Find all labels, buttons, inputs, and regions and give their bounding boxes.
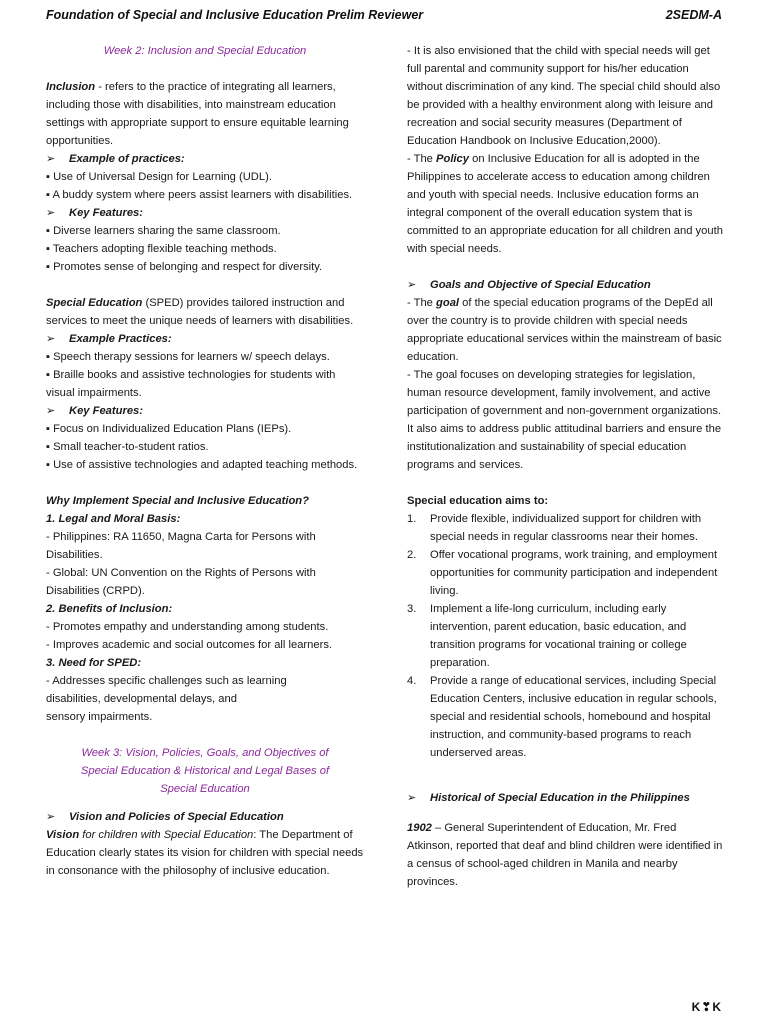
inc-examples-heading: Example of practices: [69, 153, 185, 165]
arrow-bullet-icon: ➢ [407, 792, 417, 804]
aim-number: 1. [407, 513, 417, 525]
need-line: sensory impairments. [46, 711, 153, 723]
week2-heading: Week 2: Inclusion and Special Education [103, 45, 307, 57]
aim-text: Implement a life-long curriculum, including early intervention, parent education, basic education, and transition programs for vocational training or college preparation. [430, 603, 687, 669]
week3-heading-line: Week 3: Vision, Policies, Goals, and Objectives of [81, 747, 329, 759]
history-heading: Historical of Special Education in the Philippines [430, 792, 690, 804]
goals-heading: Goals and Objective of Special Education [430, 279, 651, 291]
list-item: ▪ A buddy system where peers assist learners with disabilities. [46, 189, 353, 201]
policy-paragraph [407, 150, 723, 258]
goal-pre: - The [407, 297, 437, 309]
week3-heading-line: Special Education [160, 783, 250, 795]
document-title: Foundation of Special and Inclusive Education Prelim Reviewer [46, 8, 424, 22]
inc-examples-heading-row [46, 150, 364, 168]
list-item: - Promotes empathy and understanding among students. [46, 621, 329, 633]
need-line: disabilities, developmental delays, and [46, 693, 237, 705]
legal-heading: 1. Legal and Moral Basis: [46, 513, 181, 525]
inc-features-heading: Key Features: [69, 207, 143, 219]
right-column [407, 42, 723, 891]
goals-heading-row [407, 276, 723, 294]
arrow-bullet-icon: ➢ [46, 207, 56, 219]
sped-term: Special Education [46, 297, 143, 309]
envision-paragraph: - It is also envisioned that the child with special needs will get full parental and community support for his/her education without discrimination of any kind. The special child should also be provided with a healthy environment along with leisure and recreation and social security measures (Department of Education Handbook on Inclusive Education,2000). [407, 45, 721, 147]
benefits-heading: 2. Benefits of Inclusion: [46, 603, 173, 615]
vision-def-text: : The Department of Education clearly states its vision for children with special needs in consonance with the philosophy of inclusive education. [46, 829, 364, 877]
arrow-bullet-icon: ➢ [46, 405, 56, 417]
aim-number: 3. [407, 603, 417, 615]
history-1902 [407, 819, 723, 891]
arrow-bullet-icon: ➢ [46, 333, 56, 345]
aim-item [407, 546, 723, 600]
inc-features-heading-row [46, 204, 364, 222]
year-1902: 1902 [407, 822, 432, 834]
policy-term: Policy [436, 153, 469, 165]
text-1902: – General Superintendent of Education, Mr. Fred Atkinson, reported that deaf and blind children were identified in a census of school-aged children in Manila and nearby provinces. [407, 822, 723, 888]
list-item: - Improves academic and social outcomes for all learners. [46, 639, 333, 651]
list-item: ▪ Use of assistive technologies and adapted teaching methods. [46, 459, 358, 471]
list-item: ▪ Speech therapy sessions for learners w/ speech delays. [46, 351, 330, 363]
list-item: ▪ Use of Universal Design for Learning (UDL). [46, 171, 272, 183]
list-item: ▪ Small teacher-to-student ratios. [46, 441, 209, 453]
arrow-bullet-icon: ➢ [407, 279, 417, 291]
policy-post: on Inclusive Education for all is adopted in the Philippines to accelerate access to education among children and youth with special needs. Inclusive education forms an integral component of the overall education system that is committed to an appropriate education for all children and youth with special needs. [407, 153, 723, 255]
section-code: 2SEDM-A [665, 8, 722, 22]
sped-def-text: (SPED) provides tailored instruction and services to meet the unique needs of learners with disabilities. [46, 297, 354, 327]
vision-heading: Vision and Policies of Special Education [69, 811, 284, 823]
list-item: ▪ Promotes sense of belonging and respect for diversity. [46, 261, 323, 273]
aim-item [407, 600, 723, 672]
vision-definition [46, 826, 364, 880]
footer-logo: K❣K [691, 1000, 722, 1014]
sped-examples-heading: Example Practices: [69, 333, 172, 345]
aim-text: Provide flexible, individualized support for children with special needs in regular classrooms near their homes. [430, 513, 702, 543]
history-heading-row [407, 789, 723, 807]
policy-pre: - The [407, 153, 437, 165]
list-item: ▪ Focus on Individualized Education Plans (IEPs). [46, 423, 292, 435]
list-item: ▪ Braille books and assistive technologies for students with visual impairments. [46, 369, 336, 399]
aim-number: 4. [407, 675, 417, 687]
why-heading: Why Implement Special and Inclusive Education? [46, 495, 309, 507]
list-item: ▪ Teachers adopting flexible teaching methods. [46, 243, 277, 255]
inclusion-term: Inclusion [46, 81, 96, 93]
sped-definition [46, 294, 364, 330]
list-item: ▪ Diverse learners sharing the same classroom. [46, 225, 281, 237]
aim-number: 2. [407, 549, 417, 561]
arrow-bullet-icon: ➢ [46, 811, 56, 823]
week3-heading-line: Special Education & Historical and Legal Bases of [80, 765, 330, 777]
page-header [46, 8, 722, 26]
sped-examples-heading-row [46, 330, 364, 348]
arrow-bullet-icon: ➢ [46, 153, 56, 165]
sped-features-heading: Key Features: [69, 405, 143, 417]
goal-term: goal [436, 297, 460, 309]
aim-text: Offer vocational programs, work training, and employment opportunities for community participation and independent living. [430, 549, 718, 597]
vision-term: Vision [46, 829, 80, 841]
vision-italic: for children with Special Education [79, 829, 254, 841]
goal-post: of the special education programs of the DepEd all over the country is to provide children with special needs appropriate educational services within the mainstream of basic education. [407, 297, 722, 363]
goal-paragraph-2: - The goal focuses on developing strategies for legislation, human resource development, family involvement, and active participation of government and non-government organizations. It also aims to address public attitudinal barriers and ensure the institutionalization and sustainability of special education programs and services. [407, 369, 722, 471]
aim-item [407, 672, 723, 762]
left-column [46, 42, 364, 880]
sped-features-heading-row [46, 402, 364, 420]
aim-item [407, 510, 723, 546]
need-heading: 3. Need for SPED: [46, 657, 142, 669]
inclusion-definition [46, 78, 364, 150]
list-item: - Global: UN Convention on the Rights of Persons with Disabilities (CRPD). [46, 567, 316, 597]
vision-heading-row [46, 808, 364, 826]
aims-heading: Special education aims to: [407, 495, 549, 507]
aim-text: Provide a range of educational services, including Special Education Centers, inclusive education in regular schools, special and residential schools, homebound and hospital instruction, and community-based programs to reach underserved areas. [430, 675, 717, 759]
inclusion-def-text: - refers to the practice of integrating all learners, including those with disabilities, into mainstream education settings with appropriate support to ensure equitable learning opportunities. [46, 81, 349, 147]
list-item: - Philippines: RA 11650, Magna Carta for Persons with Disabilities. [46, 531, 316, 561]
goal-paragraph [407, 294, 723, 366]
need-line: - Addresses specific challenges such as learning [46, 675, 287, 687]
